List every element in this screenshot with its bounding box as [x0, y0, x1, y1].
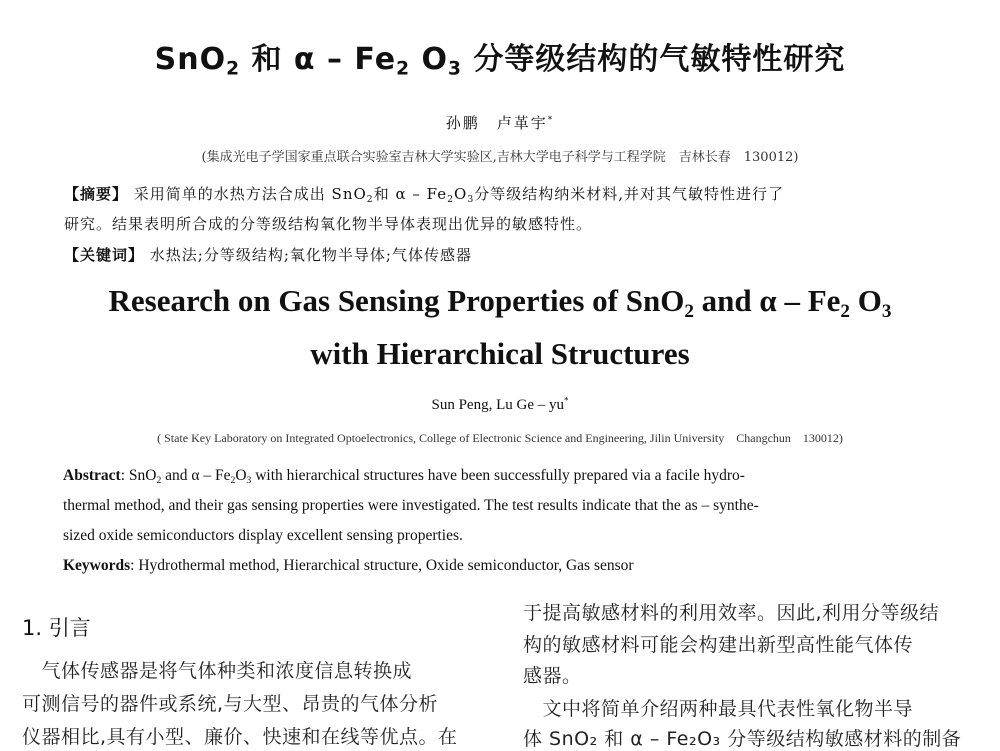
en-title-line-2: with Hierarchical Structures — [310, 336, 690, 371]
right-col-line-4: 文中将简单介绍两种最具代表性氧化物半导 — [523, 698, 914, 720]
en-abstract-line-2: thermal method, and their gas sensing properties were investigated. The test results indicate that the as – synthe- — [63, 497, 759, 514]
en-keywords-label: Keywords — [63, 557, 131, 574]
left-col-line-2: 可测信号的器件或系统,与大型、昂贵的气体分析 — [22, 693, 439, 715]
cn-keywords-label: 【关键词】 — [64, 246, 145, 264]
en-abstract-line-3: sized oxide semiconductors display excellent sensing properties. — [63, 527, 463, 544]
cn-abstract-line-1: 【摘要】 采用简单的水热方法合成出 SnO$_2$和 α – $Fe_2O_3$分等级结构纳米材料,并对其气敏特性进行了 — [64, 185, 785, 205]
en-abstract-line-1: Abstract: SnO$_2$ and α – $Fe_2O_3$ with hierarchical structures have been successfully prepared via a facile hydro- — [63, 467, 745, 486]
en-affiliation: ( State Key Laboratory on Integrated Optoelectronics, College of Electronic Science and Engineering, Jilin University Changchun 130012) — [157, 431, 843, 445]
en-authors: Sun Peng, Lu Ge – yu* — [431, 395, 569, 413]
right-col-line-3: 感器。 — [523, 665, 582, 687]
right-col-line-5: 体 SnO₂ 和 α – Fe₂O₃ 分等级结构敏感材料的制备 — [523, 728, 962, 750]
cn-authors: 孙鹏 卢革宇* — [445, 114, 555, 132]
en-abstract-label: Abstract — [63, 467, 121, 484]
cn-title: SnO$_2$ 和 α – $Fe_2$ $O_3$ 分等级结构的气敏特性研究 — [154, 42, 846, 80]
right-col-line-2: 构的敏感材料可能会构建出新型高性能气体传 — [523, 634, 914, 656]
cn-affiliation: (集成光电子学国家重点联合实验室吉林大学实验区,吉林大学电子科学与工程学院 吉林长春 130012) — [201, 150, 799, 165]
right-col-line-1: 于提高敏感材料的利用效率。因此,利用分等级结 — [523, 602, 940, 624]
en-keywords: Keywords: Hydrothermal method, Hierarchical structure, Oxide semiconductor, Gas sensor — [63, 557, 634, 574]
section-heading: 1. 引言 — [22, 616, 91, 640]
cn-abstract-line-2: 研究。结果表明所合成的分等级结构氧化物半导体表现出优异的敏感特性。 — [64, 215, 593, 233]
cn-abstract-label: 【摘要】 — [64, 185, 129, 203]
left-col-line-3: 仪器相比,具有小型、廉价、快速和在线等优点。在 — [22, 726, 458, 748]
left-col-line-1: 气体传感器是将气体种类和浓度信息转换成 — [22, 660, 413, 682]
en-title-line-1: Research on Gas Sensing Properties of SnO$_2$ and α – $Fe_2$ $O_3$ — [108, 283, 892, 322]
cn-keywords: 【关键词】 水热法;分等级结构;氧化物半导体;气体传感器 — [64, 246, 472, 264]
